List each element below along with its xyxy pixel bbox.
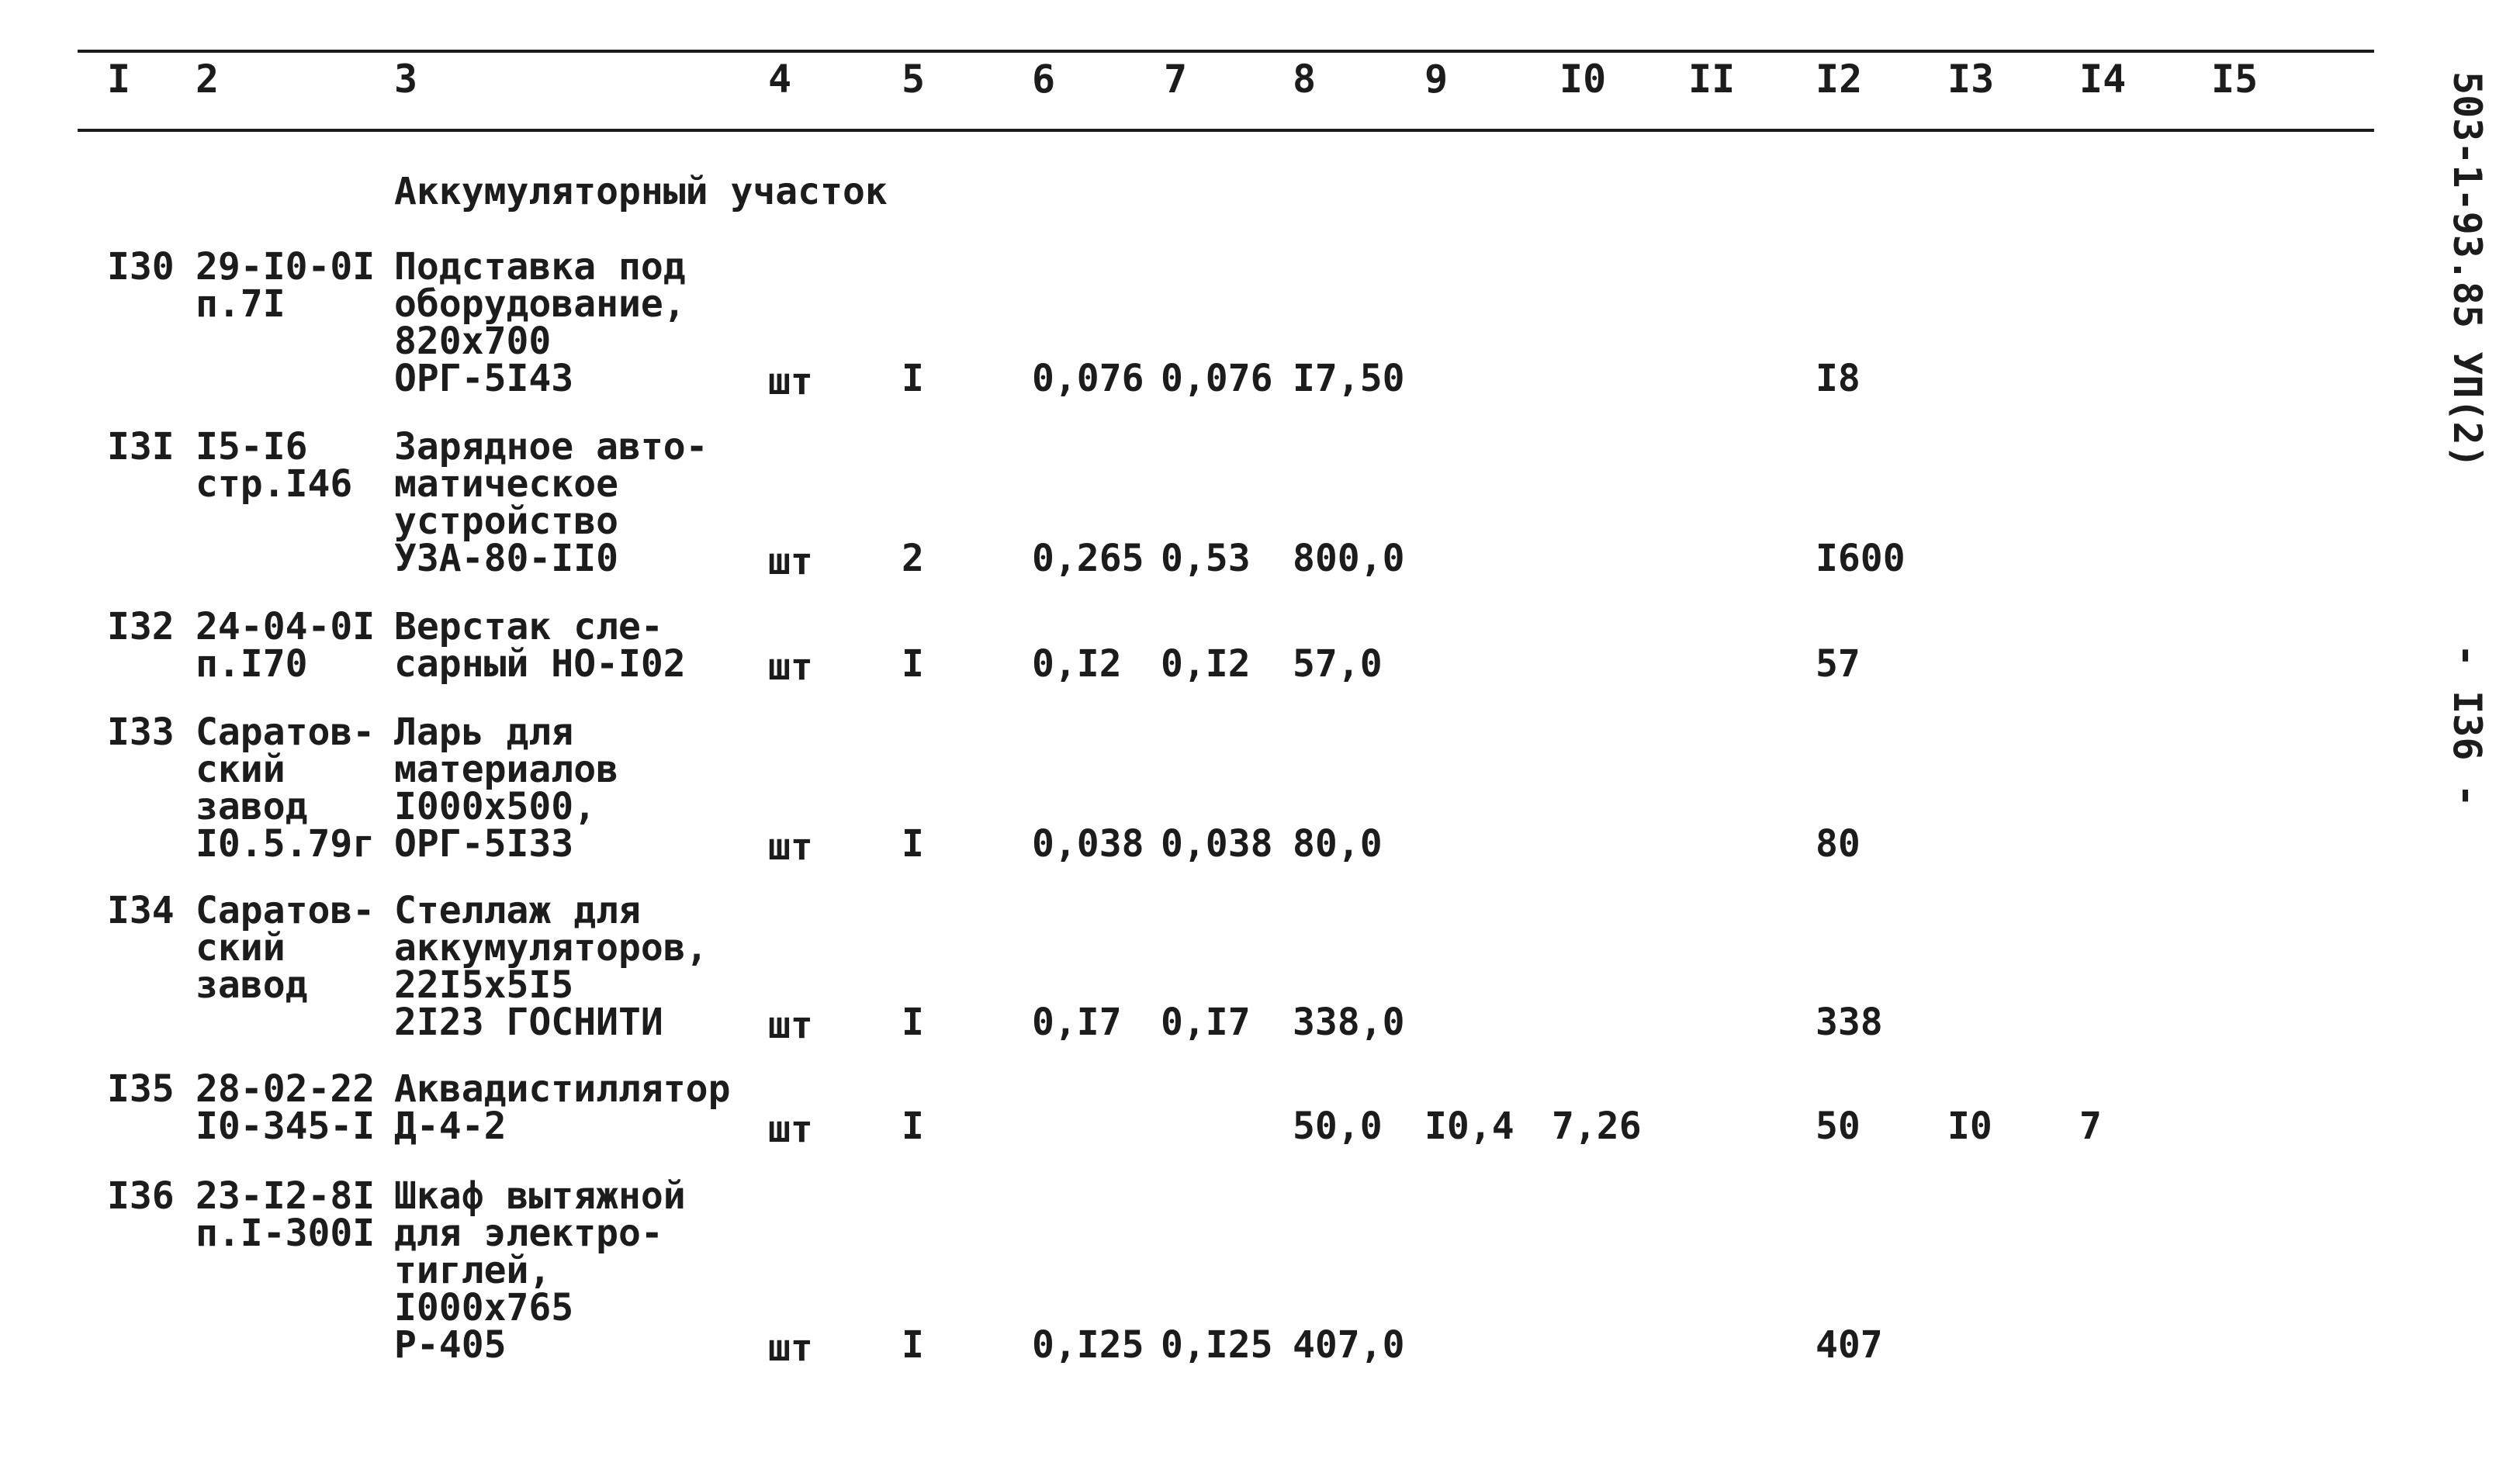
reference-cell-line: стр.I46 [196,462,353,506]
item-name-cell-line: оборудование, [394,282,686,326]
column-header-8: 8 [1293,57,1317,102]
unit-cell: шт [768,1326,813,1370]
value-cell-8: 338,0 [1293,1001,1405,1044]
item-name-cell [394,1174,686,1367]
value-cell-6: 0,I7 [1032,1001,1122,1044]
reference-cell [196,605,376,686]
value-cell-10: 7,26 [1552,1105,1642,1148]
value-cell-8: I7,50 [1293,357,1405,400]
quantity-cell: I [902,1001,924,1044]
reference-cell-line: п.7I [196,282,286,326]
column-header-10: I0 [1559,57,1607,102]
column-header-4: 4 [768,57,792,102]
item-name-cell-line: ОРГ-5I43 [394,357,574,400]
item-name-cell-line: материалов [394,748,618,791]
column-header-15: I5 [2211,57,2259,102]
reference-cell-line: завод [196,963,308,1007]
value-cell-7: 0,53 [1161,537,1251,580]
reference-cell-line: 24-04-0I [196,605,376,648]
item-name-cell [394,1067,731,1148]
value-cell-12: 50 [1816,1105,1861,1148]
column-header-1: I [107,57,131,102]
item-name-cell [394,425,708,580]
value-cell-9: I0,4 [1424,1105,1514,1148]
item-name-cell-line: I000x500, [394,785,597,828]
reference-cell [196,711,376,866]
value-cell-13: I0 [1947,1105,1992,1148]
item-name-cell-line: Д-4-2 [394,1105,507,1148]
item-name-cell [394,245,686,400]
item-name-cell-line: аккумуляторов, [394,926,708,970]
unit-cell: шт [768,645,813,689]
item-name-cell-line: Р-405 [394,1323,507,1367]
reference-cell [196,889,376,1007]
value-cell-12: I600 [1816,537,1906,580]
value-cell-7: 0,I25 [1161,1323,1273,1367]
page-number: - I36 - [2445,644,2490,807]
unit-cell: шт [768,540,813,583]
reference-cell-line: 23-I2-8I [196,1174,376,1218]
item-name-cell-line: тиглей, [394,1249,552,1292]
row-number: I34 [107,889,175,932]
reference-cell [196,1174,376,1255]
column-header-12: I2 [1816,57,1863,102]
value-cell-6: 0,I25 [1032,1323,1144,1367]
reference-cell-line: п.I70 [196,642,308,686]
unit-cell: шт [768,1108,813,1151]
value-cell-6: 0,265 [1032,537,1144,580]
value-cell-12: 57 [1816,642,1861,686]
row-number: I33 [107,711,175,754]
item-name-cell-line: 22I5x5I5 [394,963,574,1007]
quantity-cell: I [902,642,924,686]
unit-cell: шт [768,825,813,869]
value-cell-12: 80 [1816,822,1861,866]
value-cell-7: 0,I7 [1161,1001,1251,1044]
value-cell-8: 80,0 [1293,822,1383,866]
column-header-11: II [1688,57,1736,102]
document-code: 503-1-93.85 УП(2) [2445,71,2490,468]
value-cell-8: 800,0 [1293,537,1405,580]
reference-cell [196,245,376,326]
unit-cell: шт [768,1004,813,1047]
quantity-cell: 2 [902,537,924,580]
quantity-cell: I [902,1105,924,1148]
reference-cell-line: завод [196,785,308,828]
value-cell-8: 57,0 [1293,642,1383,686]
column-header-9: 9 [1424,57,1449,102]
row-number: I32 [107,605,175,648]
reference-cell-line: ский [196,926,286,970]
item-name-cell [394,889,708,1044]
unit-cell: шт [768,360,813,403]
value-cell-12: 338 [1816,1001,1883,1044]
column-header-14: I4 [2079,57,2127,102]
item-name-cell-line: 2I23 ГОСНИТИ [394,1001,663,1044]
item-name-cell-line: I000x765 [394,1286,574,1329]
value-cell-6: 0,I2 [1032,642,1122,686]
item-name-cell-line: Зарядное авто- [394,425,708,468]
value-cell-12: I8 [1816,357,1861,400]
reference-cell-line: I0-345-I [196,1105,376,1148]
item-name-cell-line: матическое [394,462,618,506]
quantity-cell: I [902,357,924,400]
value-cell-7: 0,038 [1161,822,1273,866]
reference-cell-line: I5-I6 [196,425,308,468]
reference-cell-line: 28-02-22 [196,1067,376,1111]
column-header-5: 5 [902,57,926,102]
item-name-cell [394,711,618,866]
value-cell-7: 0,076 [1161,357,1273,400]
item-name-cell-line: Шкаф вытяжной [394,1174,686,1218]
item-name-cell-line: 820x700 [394,320,552,363]
row-number: I30 [107,245,175,289]
value-cell-7: 0,I2 [1161,642,1251,686]
value-cell-6: 0,076 [1032,357,1144,400]
reference-cell [196,425,353,506]
item-name-cell-line: для электро- [394,1212,663,1255]
reference-cell-line: 29-I0-0I [196,245,376,289]
value-cell-12: 407 [1816,1323,1883,1367]
column-header-7: 7 [1164,57,1188,102]
row-number: I3I [107,425,175,468]
item-name-cell-line: устройство [394,500,618,543]
reference-cell [196,1067,376,1148]
reference-cell-line: Саратов- [196,711,376,754]
row-number: I36 [107,1174,175,1218]
section-title: Аккумуляторный участок [394,170,888,213]
row-number: I35 [107,1067,175,1111]
item-name-cell-line: Аквадистиллятор [394,1067,731,1111]
reference-cell-line: п.I-300I [196,1212,376,1255]
reference-cell-line: ский [196,748,286,791]
reference-cell-line: I0.5.79г [196,822,376,866]
item-name-cell-line: Подставка под [394,245,686,289]
column-header-3: 3 [394,57,418,102]
value-cell-6: 0,038 [1032,822,1144,866]
item-name-cell [394,605,686,686]
item-name-cell-line: Стеллаж для [394,889,641,932]
column-header-2: 2 [196,57,220,102]
column-header-6: 6 [1032,57,1056,102]
item-name-cell-line: Ларь для [394,711,574,754]
value-cell-8: 50,0 [1293,1105,1383,1148]
column-header-13: I3 [1947,57,1995,102]
value-cell-14: 7 [2079,1105,2102,1148]
reference-cell-line: Саратов- [196,889,376,932]
item-name-cell-line: сарный НО-I02 [394,642,686,686]
item-name-cell-line: ОРГ-5I33 [394,822,574,866]
quantity-cell: I [902,822,924,866]
value-cell-8: 407,0 [1293,1323,1405,1367]
header-top-rule [78,50,2374,53]
quantity-cell: I [902,1323,924,1367]
item-name-cell-line: УЗА-80-II0 [394,537,618,580]
item-name-cell-line: Верстак сле- [394,605,663,648]
header-bottom-rule [78,129,2374,132]
